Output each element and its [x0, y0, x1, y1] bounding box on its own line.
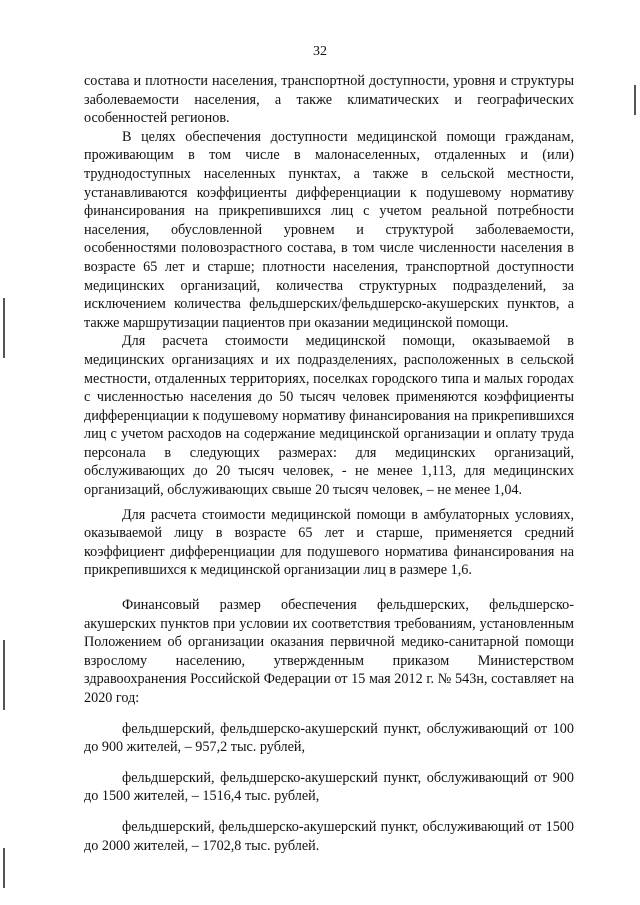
scan-mark-left-1 [3, 298, 5, 358]
paragraph-4: Для расчета стоимости медицинской помощи в амбулаторных условиях, оказываемой лицу в возрасте 65 лет и старше, применяется средний коэффициент дифференциации для подушевого норматива финансирования на прикрепившихся к медицинской организации лиц в размере 1,6. [84, 506, 574, 579]
scan-mark-left-3 [3, 848, 5, 888]
list-item-1: фельдшерский, фельдшерско-акушерский пункт, обслуживающий от 100 до 900 жителей, – 957,2 тыс. рублей, [84, 720, 574, 756]
paragraph-2: В целях обеспечения доступности медицинской помощи гражданам, проживающим в том числе в малонаселенных, отдаленных и (или) труднодоступных населенных пунктах, а также в сельской местности, устанавливаются коэффициенты дифференциации к подушевому нормативу финансирования на прикрепившихся лиц с учетом реальной потребности населения, обусловленной уровнем и структурой заболеваемости, особенностями половозрастного состава, в том числе численности населения в возрасте 65 лет и старше; плотности населения, транспортной доступности медицинских организаций, количества структурных подразделений, за исключением количества фельдшерских/фельдшерско-акушерских пунктов, а также маршрутизации пациентов при оказании медицинской помощи. [84, 128, 574, 331]
paragraph-3: Для расчета стоимости медицинской помощи, оказываемой в медицинских организациях и их подразделениях, расположенных в сельской местности, отдаленных территориях, поселках городского типа и малых городах с численностью населения до 50 тысяч человек применяются коэффициенты дифференциации к подушевому нормативу финансирования на прикрепившихся лиц с учетом расходов на содержание медицинской организации и оплату труда персонала в следующих размерах: для медицинских организаций, обслуживающих до 20 тысяч человек, - не менее 1,113, для медицинских организаций, обслуживающих свыше 20 тысяч человек, – не менее 1,04. [84, 333, 574, 499]
paragraph-5: Финансовый размер обеспечения фельдшерских, фельдшерско-акушерских пунктов при условии их соответствия требованиям, установленным Положением об организации оказания первичной медико-санитарной помощи взрослому населению, утвержденным приказом Министерством здравоохранения Российской Федерации от 15 мая 2012 г. № 543н, составляет на 2020 год: [84, 597, 574, 706]
page-number: 32 [313, 44, 327, 59]
paragraph-1: состава и плотности населения, транспортной доступности, уровня и структуры заболеваемости населения, а также климатических и географических особенностей регионов. [84, 73, 574, 127]
list-item-2: фельдшерский, фельдшерско-акушерский пункт, обслуживающий от 900 до 1500 жителей, – 1516,4 тыс. рублей, [84, 769, 574, 805]
list-item-3: фельдшерский, фельдшерско-акушерский пункт, обслуживающий от 1500 до 2000 жителей, – 1702,8 тыс. рублей. [84, 818, 574, 854]
scan-mark-right-1 [634, 85, 636, 115]
document-body [84, 72, 574, 855]
scan-mark-left-2 [3, 640, 5, 710]
